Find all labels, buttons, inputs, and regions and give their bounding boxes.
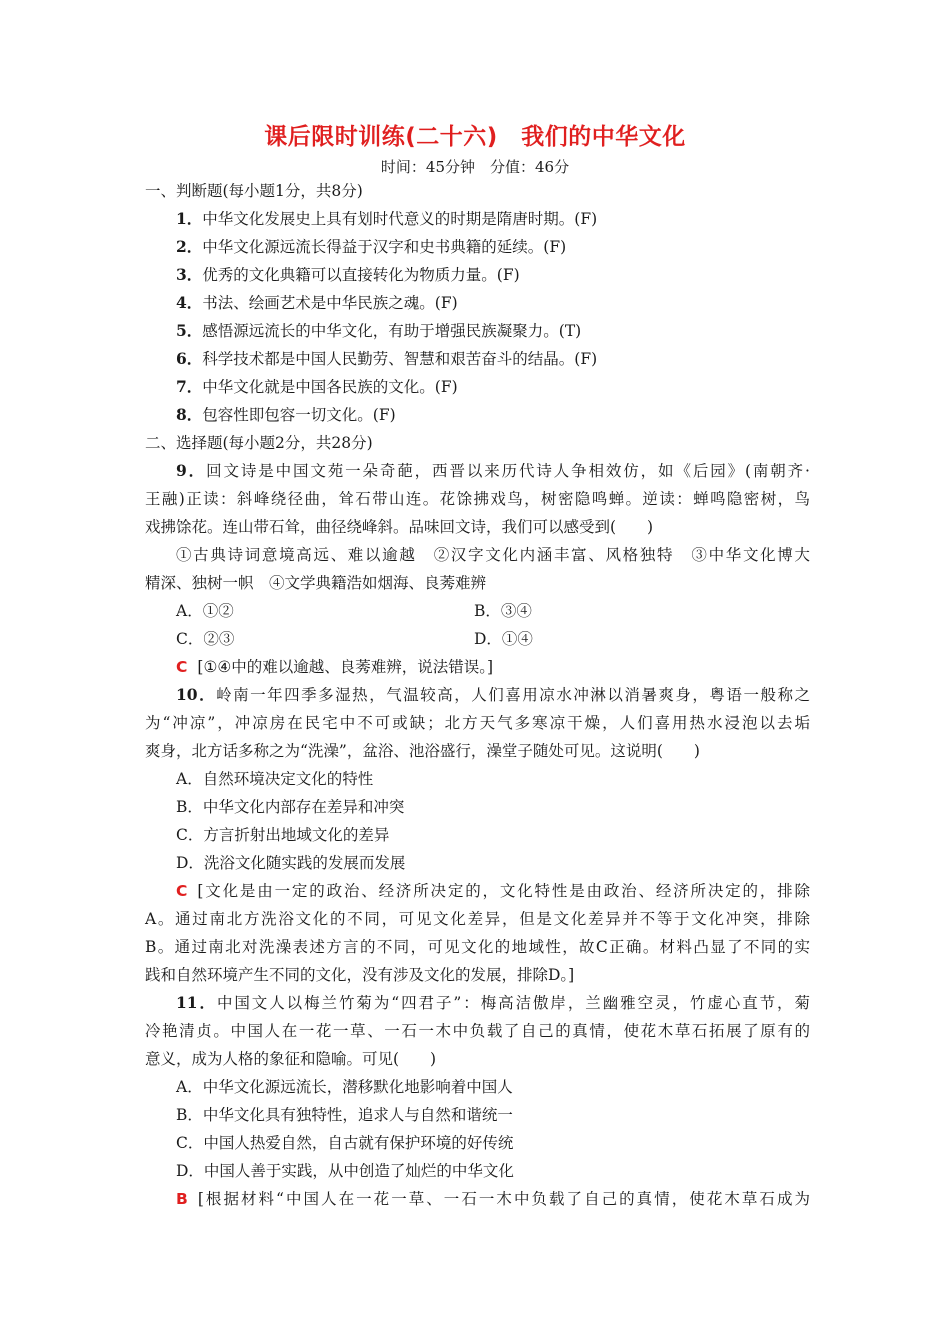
question-number: 11． [176,993,217,1012]
item-text: 中华文化就是中国各民族的文化。(F) [202,378,458,396]
q11-stem-line-1 [176,993,810,1013]
q9-statements-line-2: 精深、独树一帜 ④文学典籍浩如烟海、良莠难辨 [145,574,487,592]
answer-letter: B [176,1190,188,1208]
judge-item-8 [176,405,810,425]
q9-stem-line-2: 王融)正读：斜峰绕径曲，耸石带山连。花馀拂戏鸟，树密隐鸣蝉。逆读：蝉鸣隐密树，鸟 [145,490,810,508]
judge-item-4 [176,293,810,313]
item-number: 4． [176,293,203,312]
q11-option-a: A．中华文化源远流长，潜移默化地影响着中国人 [176,1078,513,1096]
item-number: 6． [176,349,203,368]
item-number: 5． [176,321,203,340]
answer-explanation: [文化是由一定的政治、经济所决定的，文化特性是由政治、经济所决定的，排除 [197,882,810,900]
q11-option-c: C．中国人热爱自然，自古就有保护环境的好传统 [176,1134,514,1152]
answer-letter: C [176,882,188,900]
question-number: 10． [176,685,217,704]
item-number: 1． [176,209,203,228]
judge-item-5 [176,321,810,341]
q11-stem-line-2: 冷艳清贞。中国人在一花一草、一石一木中负载了自己的真情，使花木草石拓展了原有的 [145,1022,810,1040]
item-text: 中华文化源远流长得益于汉字和史书典籍的延续。(F) [202,238,567,256]
answer-explanation: [根据材料“中国人在一花一草、一石一木中负载了自己的真情，使花木草石成为 [197,1190,810,1208]
q10-answer-line-4: 践和自然环境产生不同的文化，没有涉及文化的发展，排除D。] [145,966,575,984]
q9-statements-line-1: ①古典诗词意境高远、难以逾越 ②汉字文化内涵丰富、风格独特 ③中华文化博大 [176,546,810,564]
q10-answer-line-3: B。通过南北对洗澡表述方言的不同，可见文化的地域性，故C正确。材料凸显了不同的实 [145,938,810,956]
q10-option-b: B．中华文化内部存在差异和冲突 [176,798,405,816]
answer-letter: C [176,658,188,676]
q10-answer-line-2: A。通过南北方洗浴文化的不同，可见文化差异，但是文化差异并不等于文化冲突，排除 [145,910,810,928]
time-score-line: 时间：45分钟 分值：46分 [380,158,570,176]
q9-answer [176,657,810,677]
q9-option-a: A．①② [176,602,234,620]
item-text: 书法、绘画艺术是中华民族之魂。(F) [202,294,458,312]
q9-stem-line-3: 戏拂馀花。连山带石耸，曲径绕峰斜。品味回文诗，我们可以感受到( ) [145,518,654,536]
item-number: 2． [176,237,203,256]
q10-option-a: A．自然环境决定文化的特性 [176,770,374,788]
section-heading-choice: 二、选择题(每小题2分，共28分) [145,434,373,452]
q10-stem-line-2: 为“冲凉”，冲凉房在民宅中不可或缺；北方天气多寒凉干燥，人们喜用热水浸泡以去垢 [145,714,810,732]
judge-item-7 [176,377,810,397]
section-heading-judge: 一、判断题(每小题1分，共8分) [145,182,363,200]
q10-option-c: C．方言折射出地域文化的差异 [176,826,390,844]
item-number: 3． [176,265,203,284]
q9-stem-line-1 [176,461,810,481]
q11-option-b: B．中华文化具有独特性，追求人与自然和谐统一 [176,1106,513,1124]
item-number: 8． [176,405,203,424]
q10-stem-line-1 [176,685,810,705]
judge-item-6 [176,349,810,369]
judge-item-2 [176,237,810,257]
q10-stem-line-3: 爽身，北方话多称之为“洗澡”，盆浴、池浴盛行，澡堂子随处可见。这说明( ) [145,742,700,760]
q10-option-d: D．洗浴文化随实践的发展而发展 [176,854,406,872]
stem-text: 岭南一年四季多湿热，气温较高，人们喜用凉水冲淋以消暑爽身，粤语一般称之 [216,686,810,704]
q9-option-d: D．①④ [474,630,533,648]
q10-answer-line-1 [176,881,810,901]
q11-option-d: D．中国人善于实践，从中创造了灿烂的中华文化 [176,1162,514,1180]
answer-explanation: [①④中的难以逾越、良莠难辨，说法错误。] [197,658,494,676]
item-text: 中华文化发展史上具有划时代意义的时期是隋唐时期。(F) [202,210,598,228]
q9-option-c: C．②③ [176,630,235,648]
stem-text: 回文诗是中国文苑一朵奇葩，西晋以来历代诗人争相效仿，如《后园》(南朝齐· [206,462,810,480]
item-text: 优秀的文化典籍可以直接转化为物质力量。(F) [202,266,520,284]
stem-text: 中国文人以梅兰竹菊为“四君子”：梅高洁傲岸，兰幽雅空灵，竹虚心直节，菊 [216,994,810,1012]
judge-item-1 [176,209,810,229]
q11-stem-line-3: 意义，成为人格的象征和隐喻。可见( ) [145,1050,437,1068]
q11-answer-line-1 [176,1189,810,1209]
item-text: 科学技术都是中国人民勤劳、智慧和艰苦奋斗的结晶。(F) [202,350,598,368]
judge-item-3 [176,265,810,285]
question-number: 9． [176,461,207,480]
q9-option-b: B．③④ [474,602,532,620]
item-number: 7． [176,377,203,396]
page-title: 课后限时训练(二十六) 我们的中华文化 [264,124,686,150]
item-text: 感悟源远流长的中华文化，有助于增强民族凝聚力。(T) [202,322,582,340]
item-text: 包容性即包容一切文化。(F) [202,406,396,424]
